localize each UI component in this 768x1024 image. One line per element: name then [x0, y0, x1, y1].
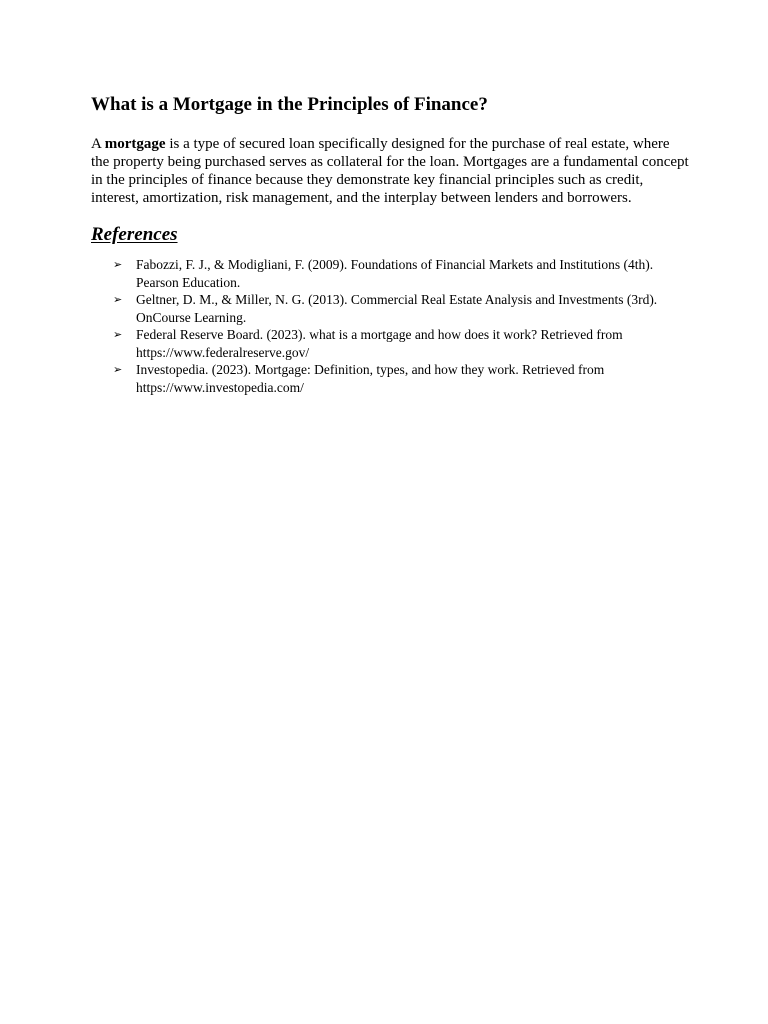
reference-text: Investopedia. (2023). Mortgage: Definition, types, and how they work. Retrieved from https://www.investopedia.com/: [136, 362, 605, 395]
arrowhead-bullet-icon: ➢: [113, 258, 123, 271]
intro-paragraph: [91, 135, 691, 207]
reference-item: [91, 326, 691, 361]
references-heading-text: References: [91, 224, 178, 245]
references-list: [91, 256, 691, 396]
reference-text: Fabozzi, F. J., & Modigliani, F. (2009). Foundations of Financial Markets and Institutions (4th). Pearson Education.: [136, 257, 654, 290]
intro-lead: A: [91, 136, 105, 152]
reference-text: Federal Reserve Board. (2023). what is a mortgage and how does it work? Retrieved from https://www.federalreserve.gov/: [136, 327, 623, 360]
references-heading: [91, 222, 178, 248]
reference-item: [91, 361, 691, 396]
reference-item: [91, 256, 691, 291]
reference-item: [91, 291, 691, 326]
reference-text: Geltner, D. M., & Miller, N. G. (2013). Commercial Real Estate Analysis and Investments (3rd). OnCourse Learning.: [136, 292, 658, 325]
arrowhead-bullet-icon: ➢: [113, 328, 123, 341]
arrowhead-bullet-icon: ➢: [113, 363, 123, 376]
intro-term: mortgage: [104, 136, 166, 152]
page-title: What is a Mortgage in the Principles of Finance?: [91, 94, 488, 115]
arrowhead-bullet-icon: ➢: [113, 293, 123, 306]
document-content: [91, 92, 691, 396]
intro-body: is a type of secured loan specifically designed for the purchase of real estate, where the property being purchased serves as collateral for the loan. Mortgages are a fundamental concept in the principles of finance because they demonstrate key financial principles such as credit, interest, amortization, risk management, and the interplay between lenders and borrowers.: [91, 136, 689, 206]
